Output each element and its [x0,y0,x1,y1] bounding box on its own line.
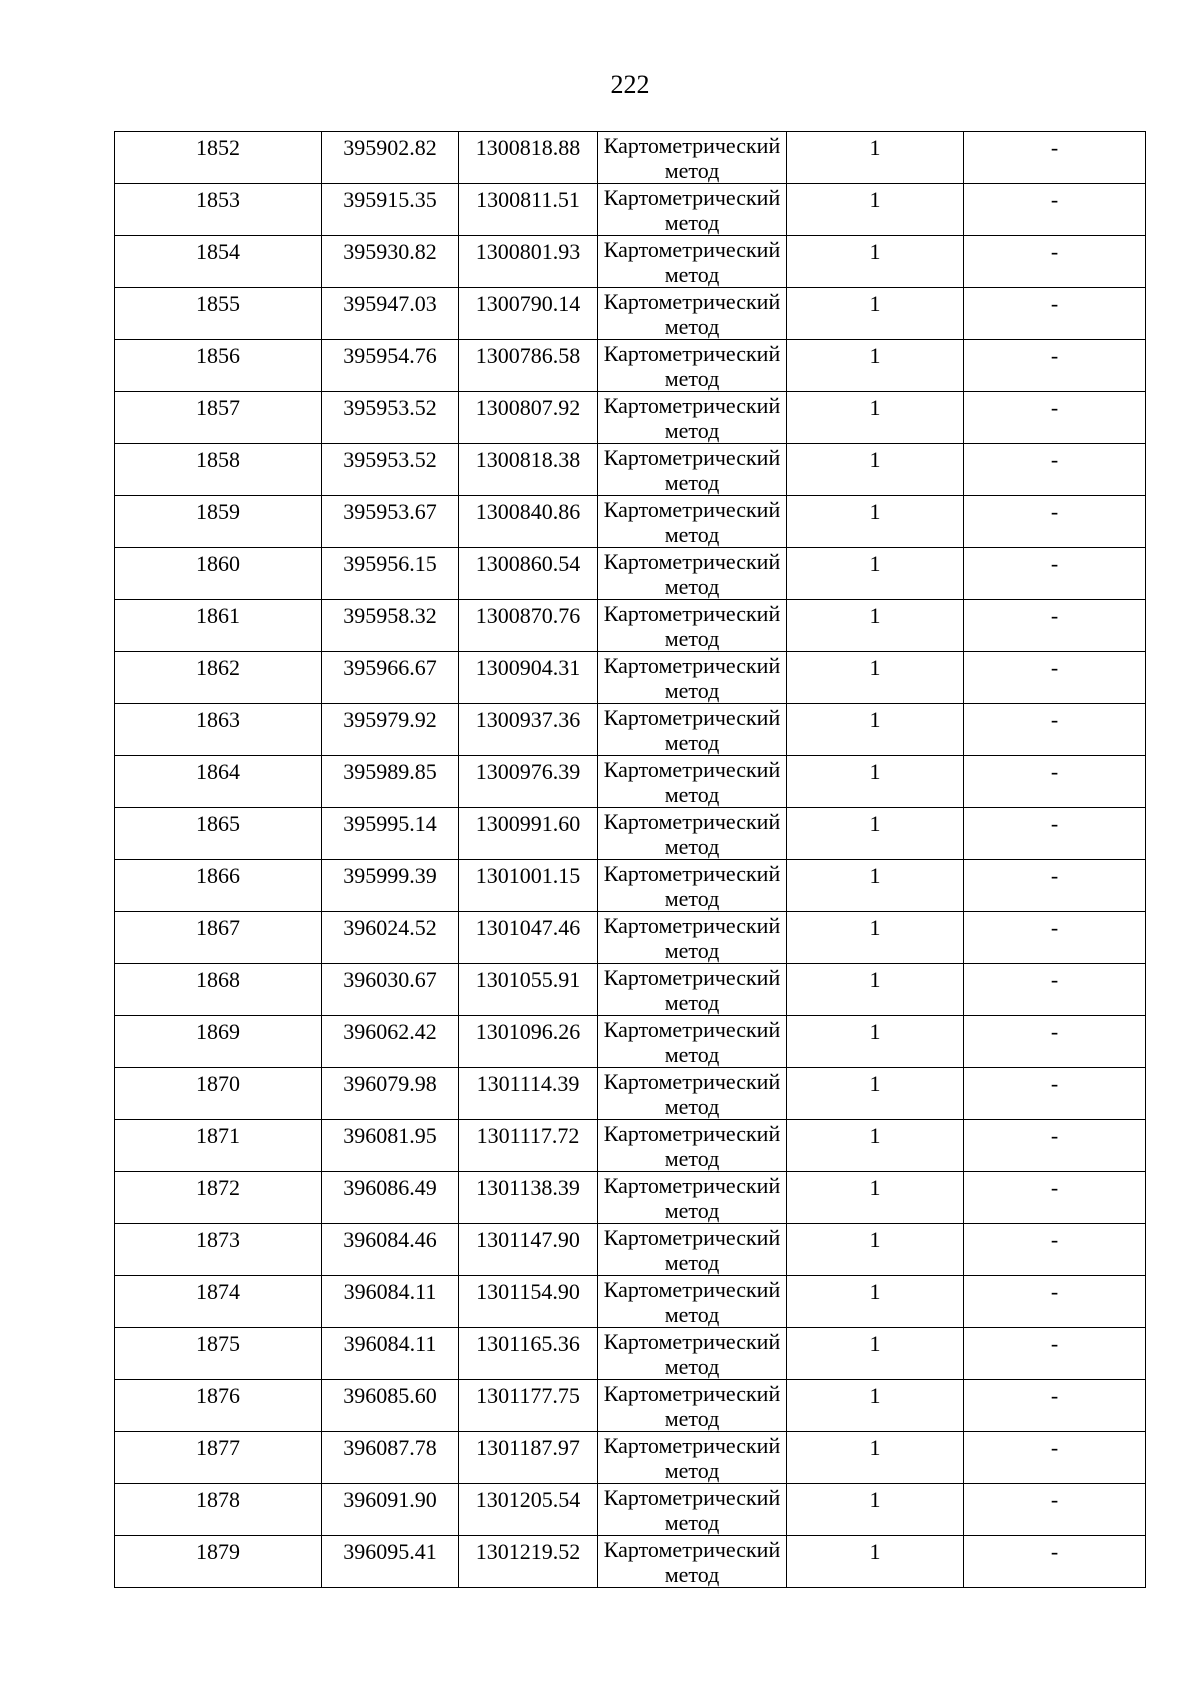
method-cell [598,1380,787,1432]
method-cell [598,444,787,496]
table-row [115,1536,1146,1588]
method-cell [598,756,787,808]
accuracy-cell: 1 [787,652,964,704]
table-row [115,340,1146,392]
x-coordinate-cell: 396079.98 [322,1068,459,1120]
table-row [115,1172,1146,1224]
accuracy-cell: 1 [787,132,964,184]
table-row [115,1380,1146,1432]
accuracy-cell: 1 [787,288,964,340]
accuracy-cell: 1 [787,1484,964,1536]
description-cell: - [964,340,1146,392]
table-row [115,1224,1146,1276]
y-coordinate-cell: 1301187.97 [459,1432,598,1484]
table-row [115,912,1146,964]
table-row [115,756,1146,808]
accuracy-cell: 1 [787,1016,964,1068]
point-number-cell: 1858 [115,444,322,496]
y-coordinate-cell: 1300860.54 [459,548,598,600]
table-row [115,1276,1146,1328]
x-coordinate-cell: 395979.92 [322,704,459,756]
point-number-cell: 1859 [115,496,322,548]
accuracy-cell: 1 [787,496,964,548]
method-text: Картометрический метод [603,601,781,651]
point-number-cell: 1876 [115,1380,322,1432]
x-coordinate-cell: 396084.46 [322,1224,459,1276]
table-row [115,548,1146,600]
x-coordinate-cell: 396087.78 [322,1432,459,1484]
point-number-cell: 1853 [115,184,322,236]
method-cell [598,288,787,340]
x-coordinate-cell: 396024.52 [322,912,459,964]
y-coordinate-cell: 1301114.39 [459,1068,598,1120]
y-coordinate-cell: 1300976.39 [459,756,598,808]
x-coordinate-cell: 396084.11 [322,1276,459,1328]
accuracy-cell: 1 [787,964,964,1016]
x-coordinate-cell: 395930.82 [322,236,459,288]
point-number-cell: 1878 [115,1484,322,1536]
y-coordinate-cell: 1301177.75 [459,1380,598,1432]
point-number-cell: 1867 [115,912,322,964]
point-number-cell: 1879 [115,1536,322,1588]
accuracy-cell: 1 [787,392,964,444]
method-text: Картометрический метод [603,393,781,443]
point-number-cell: 1877 [115,1432,322,1484]
description-cell: - [964,1328,1146,1380]
x-coordinate-cell: 396084.11 [322,1328,459,1380]
method-text: Картометрический метод [603,653,781,703]
accuracy-cell: 1 [787,548,964,600]
method-cell [598,1276,787,1328]
method-cell [598,1120,787,1172]
y-coordinate-cell: 1300818.38 [459,444,598,496]
method-text: Картометрический метод [603,185,781,235]
table-row [115,1120,1146,1172]
method-cell [598,1172,787,1224]
accuracy-cell: 1 [787,808,964,860]
description-cell: - [964,444,1146,496]
method-text: Картометрический метод [603,341,781,391]
method-cell [598,860,787,912]
table-row [115,132,1146,184]
x-coordinate-cell: 396062.42 [322,1016,459,1068]
method-text: Картометрический метод [603,1173,781,1223]
description-cell: - [964,1432,1146,1484]
table-row [115,1484,1146,1536]
table-row [115,1068,1146,1120]
x-coordinate-cell: 395902.82 [322,132,459,184]
description-cell: - [964,704,1146,756]
method-cell [598,184,787,236]
point-number-cell: 1861 [115,600,322,652]
y-coordinate-cell: 1301001.15 [459,860,598,912]
method-text: Картометрический метод [603,1433,781,1483]
description-cell: - [964,652,1146,704]
y-coordinate-cell: 1301096.26 [459,1016,598,1068]
accuracy-cell: 1 [787,1224,964,1276]
point-number-cell: 1857 [115,392,322,444]
point-number-cell: 1872 [115,1172,322,1224]
description-cell: - [964,600,1146,652]
x-coordinate-cell: 396091.90 [322,1484,459,1536]
accuracy-cell: 1 [787,756,964,808]
accuracy-cell: 1 [787,1120,964,1172]
description-cell: - [964,1172,1146,1224]
x-coordinate-cell: 396081.95 [322,1120,459,1172]
method-cell [598,1432,787,1484]
description-cell: - [964,1068,1146,1120]
method-cell [598,340,787,392]
description-cell: - [964,1536,1146,1588]
page-number: 222 [610,70,650,99]
point-number-cell: 1866 [115,860,322,912]
accuracy-cell: 1 [787,704,964,756]
y-coordinate-cell: 1300811.51 [459,184,598,236]
method-cell [598,1328,787,1380]
y-coordinate-cell: 1301205.54 [459,1484,598,1536]
point-number-cell: 1864 [115,756,322,808]
coordinates-table [114,131,1146,1588]
table-row [115,1328,1146,1380]
y-coordinate-cell: 1300790.14 [459,288,598,340]
y-coordinate-cell: 1300818.88 [459,132,598,184]
description-cell: - [964,288,1146,340]
x-coordinate-cell: 395953.52 [322,444,459,496]
y-coordinate-cell: 1301138.39 [459,1172,598,1224]
method-cell [598,652,787,704]
accuracy-cell: 1 [787,1328,964,1380]
table-row [115,964,1146,1016]
x-coordinate-cell: 395989.85 [322,756,459,808]
method-text: Картометрический метод [603,965,781,1015]
y-coordinate-cell: 1300937.36 [459,704,598,756]
table-row [115,860,1146,912]
description-cell: - [964,860,1146,912]
description-cell: - [964,1120,1146,1172]
description-cell: - [964,132,1146,184]
y-coordinate-cell: 1300786.58 [459,340,598,392]
method-text: Картометрический метод [603,549,781,599]
y-coordinate-cell: 1301219.52 [459,1536,598,1588]
method-text: Картометрический метод [603,1329,781,1379]
y-coordinate-cell: 1300991.60 [459,808,598,860]
table-row [115,808,1146,860]
method-text: Картометрический метод [603,861,781,911]
table-row [115,184,1146,236]
x-coordinate-cell: 396085.60 [322,1380,459,1432]
accuracy-cell: 1 [787,912,964,964]
accuracy-cell: 1 [787,236,964,288]
point-number-cell: 1852 [115,132,322,184]
x-coordinate-cell: 395915.35 [322,184,459,236]
method-cell [598,1484,787,1536]
method-cell [598,912,787,964]
point-number-cell: 1862 [115,652,322,704]
y-coordinate-cell: 1300801.93 [459,236,598,288]
x-coordinate-cell: 395999.39 [322,860,459,912]
x-coordinate-cell: 396030.67 [322,964,459,1016]
x-coordinate-cell: 395953.67 [322,496,459,548]
point-number-cell: 1869 [115,1016,322,1068]
method-cell [598,1536,787,1588]
method-cell [598,392,787,444]
x-coordinate-cell: 396095.41 [322,1536,459,1588]
table-row [115,600,1146,652]
description-cell: - [964,548,1146,600]
point-number-cell: 1871 [115,1120,322,1172]
point-number-cell: 1855 [115,288,322,340]
method-cell [598,1016,787,1068]
method-text: Картометрический метод [603,1017,781,1067]
point-number-cell: 1854 [115,236,322,288]
method-text: Картометрический метод [603,757,781,807]
method-text: Картометрический метод [603,497,781,547]
description-cell: - [964,1276,1146,1328]
table-row [115,444,1146,496]
y-coordinate-cell: 1301154.90 [459,1276,598,1328]
method-cell [598,1224,787,1276]
description-cell: - [964,964,1146,1016]
y-coordinate-cell: 1301047.46 [459,912,598,964]
point-number-cell: 1874 [115,1276,322,1328]
point-number-cell: 1868 [115,964,322,1016]
y-coordinate-cell: 1300840.86 [459,496,598,548]
description-cell: - [964,496,1146,548]
accuracy-cell: 1 [787,444,964,496]
table-body [115,132,1146,1588]
point-number-cell: 1870 [115,1068,322,1120]
method-text: Картометрический метод [603,1069,781,1119]
x-coordinate-cell: 395953.52 [322,392,459,444]
accuracy-cell: 1 [787,1380,964,1432]
description-cell: - [964,184,1146,236]
description-cell: - [964,808,1146,860]
y-coordinate-cell: 1301165.36 [459,1328,598,1380]
method-text: Картометрический метод [603,289,781,339]
point-number-cell: 1860 [115,548,322,600]
accuracy-cell: 1 [787,1536,964,1588]
method-text: Картометрический метод [603,809,781,859]
method-cell [598,964,787,1016]
table-row [115,236,1146,288]
x-coordinate-cell: 395947.03 [322,288,459,340]
method-text: Картометрический метод [603,237,781,287]
y-coordinate-cell: 1300870.76 [459,600,598,652]
method-cell [598,496,787,548]
accuracy-cell: 1 [787,1172,964,1224]
y-coordinate-cell: 1300807.92 [459,392,598,444]
accuracy-cell: 1 [787,1432,964,1484]
point-number-cell: 1865 [115,808,322,860]
x-coordinate-cell: 395966.67 [322,652,459,704]
accuracy-cell: 1 [787,1276,964,1328]
table-row [115,392,1146,444]
method-text: Картометрический метод [603,1225,781,1275]
method-cell [598,808,787,860]
table-row [115,1016,1146,1068]
method-cell [598,704,787,756]
accuracy-cell: 1 [787,860,964,912]
method-text: Картометрический метод [603,133,781,183]
accuracy-cell: 1 [787,1068,964,1120]
method-text: Картометрический метод [603,1485,781,1535]
method-cell [598,236,787,288]
description-cell: - [964,1484,1146,1536]
accuracy-cell: 1 [787,600,964,652]
x-coordinate-cell: 395995.14 [322,808,459,860]
y-coordinate-cell: 1301055.91 [459,964,598,1016]
method-cell [598,132,787,184]
method-text: Картометрический метод [603,1121,781,1171]
point-number-cell: 1873 [115,1224,322,1276]
method-text: Картометрический метод [603,1537,781,1587]
table-row [115,496,1146,548]
x-coordinate-cell: 395958.32 [322,600,459,652]
method-text: Картометрический метод [603,913,781,963]
description-cell: - [964,912,1146,964]
description-cell: - [964,236,1146,288]
x-coordinate-cell: 395956.15 [322,548,459,600]
x-coordinate-cell: 395954.76 [322,340,459,392]
table-row [115,652,1146,704]
method-text: Картометрический метод [603,1277,781,1327]
description-cell: - [964,392,1146,444]
y-coordinate-cell: 1301147.90 [459,1224,598,1276]
description-cell: - [964,756,1146,808]
method-text: Картометрический метод [603,445,781,495]
table-row [115,1432,1146,1484]
table-row [115,288,1146,340]
description-cell: - [964,1224,1146,1276]
point-number-cell: 1856 [115,340,322,392]
accuracy-cell: 1 [787,184,964,236]
method-cell [598,548,787,600]
point-number-cell: 1875 [115,1328,322,1380]
description-cell: - [964,1380,1146,1432]
method-text: Картометрический метод [603,705,781,755]
method-cell [598,600,787,652]
method-cell [598,1068,787,1120]
description-cell: - [964,1016,1146,1068]
method-text: Картометрический метод [603,1381,781,1431]
y-coordinate-cell: 1301117.72 [459,1120,598,1172]
x-coordinate-cell: 396086.49 [322,1172,459,1224]
point-number-cell: 1863 [115,704,322,756]
accuracy-cell: 1 [787,340,964,392]
table-row [115,704,1146,756]
y-coordinate-cell: 1300904.31 [459,652,598,704]
